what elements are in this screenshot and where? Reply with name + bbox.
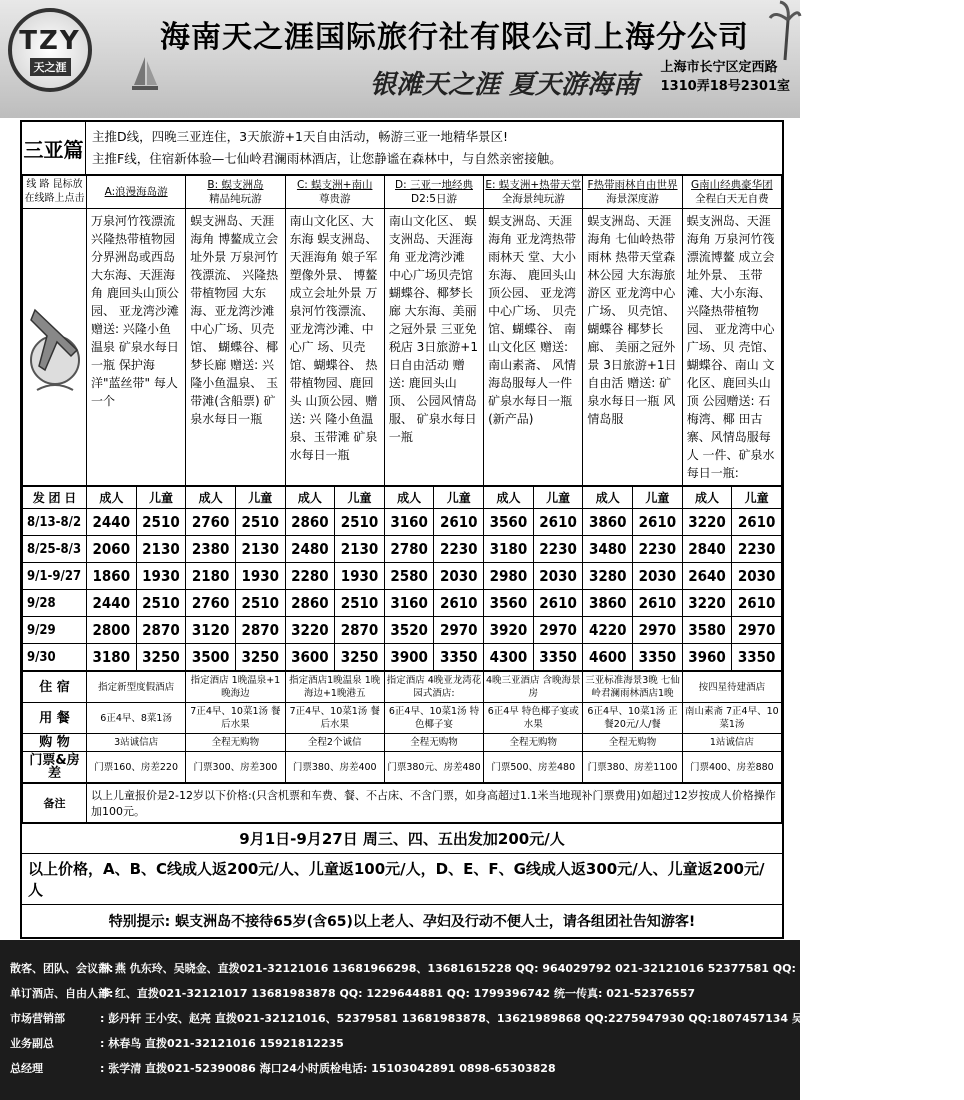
child-price: 2230 <box>732 536 782 563</box>
departure-date: 8/13-8/2 <box>23 509 87 536</box>
adult-price: 3960 <box>682 644 732 671</box>
adult-price: 3480 <box>583 536 633 563</box>
adult-price: 3180 <box>484 536 534 563</box>
contact-text: : 林春鸟 直拨021-32121016 15921812235 <box>100 1037 344 1050</box>
info-table <box>22 671 782 783</box>
adult-price: 2640 <box>682 563 732 590</box>
contact-label: 市场营销部 <box>10 1012 65 1025</box>
child-price: 2030 <box>533 563 583 590</box>
ticket-cell: 门票400、房差880 <box>682 752 781 783</box>
adult-price: 2760 <box>186 509 236 536</box>
adult-price: 2440 <box>87 509 137 536</box>
child-price: 2970 <box>434 617 484 644</box>
ticket-row <box>23 752 782 783</box>
adult-price: 3160 <box>384 590 434 617</box>
routes-header <box>22 175 782 486</box>
route-sub: 全程白天无自费 <box>695 193 769 205</box>
child-price: 2870 <box>235 617 285 644</box>
child-price: 3250 <box>335 644 385 671</box>
route-name: C: 蜈支洲+南山 <box>296 179 373 191</box>
stay-cell: 指定酒店 1晚温泉+1晚海边 <box>186 672 285 703</box>
adult-price: 3280 <box>583 563 633 590</box>
adult-price: 3600 <box>285 644 335 671</box>
adult-price: 2840 <box>682 536 732 563</box>
child-price: 2230 <box>533 536 583 563</box>
airplane-art <box>23 209 87 486</box>
adult-header: 成人 <box>384 487 434 509</box>
ticket-cell: 门票380元、房差480 <box>384 752 483 783</box>
child-price: 2510 <box>136 509 186 536</box>
adult-price: 2580 <box>384 563 434 590</box>
note-text: 以上儿童报价是2-12岁以下价格:(只含机票和车费、餐、不占床、不含门票，如身高超过1.1米当地现补门票费用)如超过12岁按成人价格操作加100元。 <box>87 784 782 823</box>
child-price: 2230 <box>633 536 683 563</box>
route-a[interactable] <box>87 176 186 209</box>
contact-text: 李 红、直拨021-32121017 13681983878 QQ: 1229644881 QQ: 1799396742 统一传真: 021-52376557 <box>100 987 696 1000</box>
contact-label: 散客、团队、会议部: <box>10 962 114 975</box>
meal-cell: 7正4早、10菜1汤 餐后水果 <box>285 703 384 734</box>
child-header: 儿童 <box>633 487 683 509</box>
price-row <box>23 563 782 590</box>
adult-price: 3180 <box>87 644 137 671</box>
adult-price: 2780 <box>384 536 434 563</box>
departure-date: 9/29 <box>23 617 87 644</box>
route-sub: 海景深度游 <box>606 193 659 205</box>
shop-cell: 全程无购物 <box>186 734 285 752</box>
route-d[interactable] <box>384 176 483 209</box>
child-price: 3350 <box>633 644 683 671</box>
child-price: 2610 <box>732 509 782 536</box>
logo-sub: 天之涯 <box>30 58 71 76</box>
departure-date: 9/1-9/27 <box>23 563 87 590</box>
shop-label: 购 物 <box>23 734 87 752</box>
route-name: E: 蜈支洲+热带天堂 <box>485 179 582 191</box>
adult-price: 3220 <box>682 509 732 536</box>
meal-cell: 7正4早、10菜1汤 餐后水果 <box>186 703 285 734</box>
meal-cell: 6正4早、8菜1汤 <box>87 703 186 734</box>
shop-cell: 全程2个诚信 <box>285 734 384 752</box>
section-title: 三亚篇 <box>22 122 86 174</box>
adult-header: 成人 <box>186 487 236 509</box>
adult-price: 3580 <box>682 617 732 644</box>
adult-price: 2440 <box>87 590 137 617</box>
adult-price: 3220 <box>682 590 732 617</box>
child-header: 儿童 <box>434 487 484 509</box>
child-header: 儿童 <box>136 487 186 509</box>
child-price: 2510 <box>335 590 385 617</box>
stay-cell: 三亚标准海景3晚 七仙岭君澜雨林酒店1晚 <box>583 672 682 703</box>
meal-label: 用 餐 <box>23 703 87 734</box>
adult-price: 3560 <box>484 590 534 617</box>
palm-icon <box>770 0 800 60</box>
child-price: 2130 <box>335 536 385 563</box>
child-price: 1930 <box>235 563 285 590</box>
adult-price: 2180 <box>186 563 236 590</box>
child-price: 2510 <box>335 509 385 536</box>
route-name: B: 蜈支洲岛 <box>207 179 264 191</box>
itinerary-table <box>20 120 784 939</box>
adult-header: 成人 <box>285 487 335 509</box>
attractions-e: 蜈支洲岛、天涯海角 亚龙湾热带雨林天 堂、大小东海、 鹿回头山顶公园、 亚龙湾中心广场、 贝壳馆、蝴蝶谷、 南山文化区 赠送: 南山素斋、 风情海岛服每人一件 矿泉水每日一瓶 (新产品) <box>484 209 583 486</box>
special-notice: 特别提示: 蜈支洲岛不接待65岁(含65)以上老人、孕妇及行动不便人士，请各组团社告知游客! <box>22 904 782 937</box>
stay-cell: 指定酒店 4晚亚龙湾花园式酒店: <box>384 672 483 703</box>
price-row <box>23 590 782 617</box>
adult-header: 成人 <box>583 487 633 509</box>
meal-row <box>23 703 782 734</box>
price-header-row <box>23 487 782 509</box>
child-price: 1930 <box>136 563 186 590</box>
slogan: 银滩天之涯 夏天游海南 <box>370 70 640 100</box>
adult-price: 3560 <box>484 509 534 536</box>
child-price: 2610 <box>732 590 782 617</box>
adult-header: 成人 <box>87 487 137 509</box>
rebate-text: 以上价格，A、B、C线成人返200元/人、儿童返100元/人，D、E、F、G线成人返300元/人、儿童返200元/人 <box>22 853 782 904</box>
stay-cell: 指定新型度假酒店 <box>87 672 186 703</box>
contact-label: 总经理 <box>10 1062 43 1075</box>
price-row <box>23 536 782 563</box>
intro-line: 主推F线，住宿新体验—七仙岭君澜雨林酒店，让您静谧在森林中，与自然亲密接触。 <box>92 151 562 166</box>
ticket-label: 门票&房差 <box>23 752 87 783</box>
child-price: 2030 <box>732 563 782 590</box>
shop-cell: 1站诚信店 <box>682 734 781 752</box>
child-header: 儿童 <box>335 487 385 509</box>
contact-row <box>10 1031 790 1056</box>
address-line: 1310弄18号2301室 <box>660 79 790 94</box>
stay-cell: 指定酒店1晚温泉 1晚海边+1晚港五 <box>285 672 384 703</box>
adult-price: 3920 <box>484 617 534 644</box>
ticket-cell: 门票500、房差480 <box>484 752 583 783</box>
adult-price: 1860 <box>87 563 137 590</box>
adult-header: 成人 <box>484 487 534 509</box>
ticket-cell: 门票300、房差300 <box>186 752 285 783</box>
price-table <box>22 486 782 671</box>
adult-price: 2480 <box>285 536 335 563</box>
route-label: 线 路 昆标放在线路上点击 <box>23 176 87 209</box>
child-price: 2610 <box>533 590 583 617</box>
adult-price: 2860 <box>285 590 335 617</box>
note-table <box>22 783 782 823</box>
route-sub: 全海景纯玩游 <box>501 193 565 205</box>
route-f[interactable] <box>583 176 682 209</box>
route-c[interactable] <box>285 176 384 209</box>
contact-text: : 张学清 直拨021-52390086 海口24小时质检电话: 15103042891 0898-65303828 <box>100 1062 556 1075</box>
price-row <box>23 509 782 536</box>
attractions-a: 万泉河竹筏漂流 兴隆热带植物园 分界洲岛或西岛 大东海、天涯海角 鹿回头山顶公园、 亚龙湾沙滩 赠送: 兴隆小鱼温泉 矿泉水每日一瓶 保护海洋"蓝丝带" 每人一个 <box>87 209 186 486</box>
shop-cell: 全程无购物 <box>484 734 583 752</box>
child-price: 2510 <box>235 590 285 617</box>
child-header: 儿童 <box>533 487 583 509</box>
sailboat-icon <box>130 55 160 95</box>
adult-price: 3860 <box>583 509 633 536</box>
intro-section <box>22 122 782 175</box>
meal-cell: 6正4早、10菜1汤 正餐20元/人/餐 <box>583 703 682 734</box>
departure-date: 9/30 <box>23 644 87 671</box>
route-name: G南山经典豪华团 <box>691 179 773 191</box>
note-label: 备注 <box>23 784 87 823</box>
route-e[interactable] <box>484 176 583 209</box>
child-price: 2510 <box>235 509 285 536</box>
child-price: 2610 <box>633 509 683 536</box>
intro-line: 主推D线，四晚三亚连住，3天旅游+1天自由活动，畅游三亚一地精华景区! <box>92 129 509 144</box>
child-header: 儿童 <box>235 487 285 509</box>
child-price: 1930 <box>335 563 385 590</box>
route-b[interactable] <box>186 176 285 209</box>
attractions-b: 蜈支洲岛、天涯海角 博鳌成立会址外景 万泉河竹筏漂流、 兴隆热带植物园 大东海、亚龙湾沙滩 中心广场、贝壳馆、 蝴蝶谷、椰梦长廊 赠送: 兴隆小鱼温泉、 玉带滩(含船票) 矿泉水每日一瓶 <box>186 209 285 486</box>
company-logo <box>8 8 92 92</box>
ticket-cell: 门票380、房差1100 <box>583 752 682 783</box>
child-price: 2130 <box>136 536 186 563</box>
adult-price: 2280 <box>285 563 335 590</box>
adult-price: 3160 <box>384 509 434 536</box>
shop-cell: 全程无购物 <box>583 734 682 752</box>
child-price: 2030 <box>633 563 683 590</box>
header-banner <box>0 0 800 118</box>
shop-cell: 3站诚信店 <box>87 734 186 752</box>
child-price: 2970 <box>533 617 583 644</box>
date-header: 发 团 日 <box>23 487 87 509</box>
child-price: 2870 <box>335 617 385 644</box>
contact-row <box>10 1056 790 1081</box>
child-price: 2610 <box>434 509 484 536</box>
adult-price: 3860 <box>583 590 633 617</box>
adult-price: 4220 <box>583 617 633 644</box>
adult-price: 2980 <box>484 563 534 590</box>
child-price: 2870 <box>136 617 186 644</box>
child-header: 儿童 <box>732 487 782 509</box>
contact-text: : 彭丹轩 王小安、赵亮 直拨021-32121016、52379581 13681983878、13621989868 QQ:2275947930 QQ:1807457134 吴智源13621988908、吴永波、 <box>100 1012 964 1025</box>
child-price: 2970 <box>732 617 782 644</box>
contact-row <box>10 981 790 1006</box>
adult-price: 4300 <box>484 644 534 671</box>
child-price: 2610 <box>434 590 484 617</box>
child-price: 3350 <box>434 644 484 671</box>
intro-text <box>86 122 782 174</box>
departure-date: 9/28 <box>23 590 87 617</box>
price-row <box>23 644 782 671</box>
adult-price: 3500 <box>186 644 236 671</box>
adult-price: 3520 <box>384 617 434 644</box>
child-price: 3250 <box>235 644 285 671</box>
adult-price: 2860 <box>285 509 335 536</box>
contact-row <box>10 1006 964 1031</box>
price-rows <box>23 509 782 671</box>
route-name: D: 三亚一地经典 <box>395 179 473 191</box>
adult-price: 2060 <box>87 536 137 563</box>
adult-price: 3220 <box>285 617 335 644</box>
child-price: 2230 <box>434 536 484 563</box>
address-line: 上海市长宁区定西路 <box>660 60 778 75</box>
stay-label: 住 宿 <box>23 672 87 703</box>
child-price: 3250 <box>136 644 186 671</box>
route-sub: 精品纯玩游 <box>209 193 262 205</box>
airplane-icon <box>27 280 83 410</box>
meal-cell: 6正4早、10菜1汤 特色椰子宴 <box>384 703 483 734</box>
address <box>661 58 790 96</box>
attractions-c: 南山文化区、大东海 蜈支洲岛、天涯海角 娘子军塑像外景、 博鳌成立会址外景 万泉河竹筏漂流、 亚龙湾沙滩、中心广 场、贝壳馆、蝴蝶谷、 热带植物园、鹿回头 山顶公园、赠送: 兴 隆小鱼温泉、玉带滩 矿泉水每日一瓶 <box>285 209 384 486</box>
stay-cell: 按四星待建酒店 <box>682 672 781 703</box>
child-price: 3350 <box>533 644 583 671</box>
child-price: 2970 <box>633 617 683 644</box>
adult-price: 2800 <box>87 617 137 644</box>
adult-price: 4600 <box>583 644 633 671</box>
route-name: F热带雨林自由世界 <box>587 179 678 191</box>
attractions-f: 蜈支洲岛、天涯海角 七仙岭热带雨林 热带天堂森林公园 大东海旅游区 亚龙湾中心广场、 贝壳馆、蝴蝶谷 椰梦长廊、 美丽之冠外景 3日旅游+1日自由活 赠送: 矿泉水每日一瓶 风情岛服 <box>583 209 682 486</box>
meal-cell: 6正4早 特色椰子宴或水果 <box>484 703 583 734</box>
contact-panel <box>0 940 964 1100</box>
price-row <box>23 617 782 644</box>
meal-cell: 南山素斋 7正4早、10菜1汤 <box>682 703 781 734</box>
route-sub: D2:5日游 <box>410 193 457 205</box>
route-name: A:浪漫海岛游 <box>104 186 168 198</box>
adult-header: 成人 <box>682 487 732 509</box>
contact-text: 林 燕 仇东玲、吴晓金、直拨021-32121016 13681966298、13681615228 QQ: 964029792 021-32121016 52377581 QQ: 2311697370 <box>100 962 877 975</box>
child-price: 2510 <box>136 590 186 617</box>
contact-label: 单订酒店、自由人部: <box>10 987 114 1000</box>
adult-price: 3120 <box>186 617 236 644</box>
logo-text: TZY <box>19 26 81 56</box>
contact-label: 业务副总 <box>10 1037 54 1050</box>
ticket-cell: 门票380、房差400 <box>285 752 384 783</box>
child-price: 2030 <box>434 563 484 590</box>
child-price: 2610 <box>633 590 683 617</box>
route-sub: 尊贵游 <box>318 193 351 205</box>
stay-cell: 4晚三亚酒店 含晚海景房 <box>484 672 583 703</box>
child-price: 3350 <box>732 644 782 671</box>
stay-row <box>23 672 782 703</box>
departure-date: 8/25-8/3 <box>23 536 87 563</box>
shop-row <box>23 734 782 752</box>
surcharge-text: 9月1日-9月27日 周三、四、五出发加200元/人 <box>22 823 782 853</box>
route-g[interactable] <box>682 176 781 209</box>
adult-price: 2760 <box>186 590 236 617</box>
shop-cell: 全程无购物 <box>384 734 483 752</box>
ticket-cell: 门票160、房差220 <box>87 752 186 783</box>
attractions-g: 蜈支洲岛、天涯海角 万泉河竹筏漂流博鳌 成立会址外景、 玉带滩、大小东海、 兴隆热带植物园、 亚龙湾中心广场、贝 壳馆、蝴蝶谷、南山 文化区、鹿回头山顶 公园赠送: 石梅湾、椰 田古寨、风情岛服每人 一件、矿泉水每日一瓶: <box>682 209 781 486</box>
child-price: 2130 <box>235 536 285 563</box>
child-price: 2610 <box>533 509 583 536</box>
adult-price: 3900 <box>384 644 434 671</box>
adult-price: 2380 <box>186 536 236 563</box>
attractions-d: 南山文化区、 蜈支洲岛、天涯海角 亚龙湾沙滩 中心广场贝壳馆 蝴蝶谷、椰梦长廊 大东海、美丽之冠外景 三亚免税店 3日旅游+1日自由活动 赠送: 鹿回头山顶、 公园风情岛服、 矿泉水每日一瓶 <box>384 209 483 486</box>
company-name: 海南天之涯国际旅行社有限公司上海分公司 <box>160 20 749 55</box>
contact-row <box>10 956 877 981</box>
